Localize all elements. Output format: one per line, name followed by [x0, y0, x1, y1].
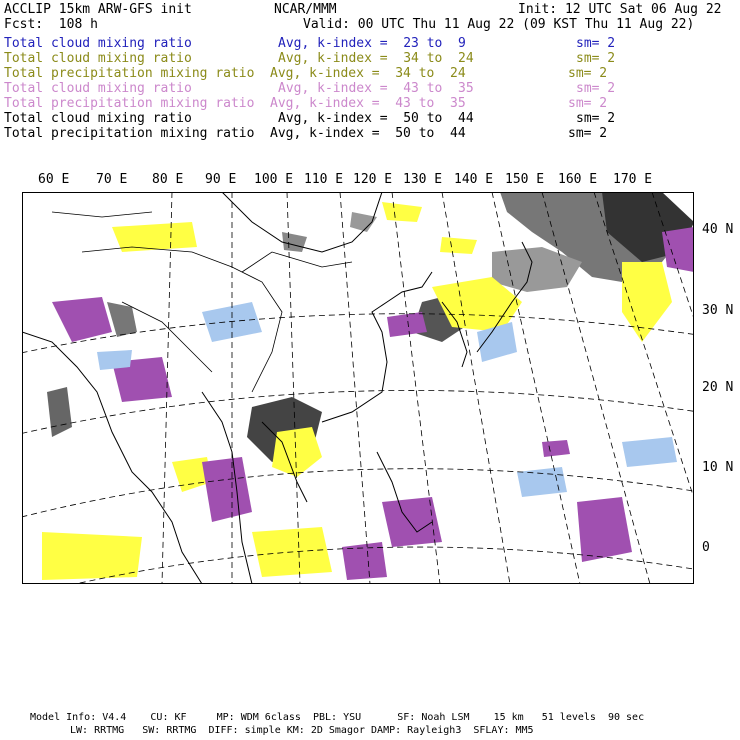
model-info-line1: Model Info: V4.4 CU: KF MP: WDM 6class PBL: YSU SF: Noah LSM 15 km 51 levels 90 sec	[30, 712, 645, 723]
longitude-label: 140 E	[454, 172, 494, 187]
model-info-line2: LW: RRTMG SW: RRTMG DIFF: simple KM: 2D Smagor DAMP: Rayleigh3 SFLAY: MM5	[70, 725, 534, 736]
legend-field: Total precipitation mixing ratio	[4, 66, 255, 81]
legend-avg: Avg, k-index = 43 to 35	[278, 81, 474, 96]
longitude-label: 150 E	[505, 172, 545, 187]
legend-field: Total cloud mixing ratio	[4, 81, 192, 96]
legend-sm: sm= 2	[576, 51, 616, 66]
init-time: Init: 12 UTC Sat 06 Aug 22	[518, 2, 722, 17]
forecast-map	[22, 192, 694, 584]
organization: NCAR/MMM	[274, 2, 337, 17]
longitude-label: 110 E	[304, 172, 344, 187]
legend-field: Total precipitation mixing ratio	[4, 96, 255, 111]
longitude-label: 70 E	[96, 172, 128, 187]
legend-sm: sm= 2	[568, 96, 608, 111]
model-title: ACCLIP 15km ARW-GFS init	[4, 2, 192, 17]
legend-sm: sm= 2	[568, 126, 608, 141]
legend-avg: Avg, k-index = 34 to 24	[270, 66, 466, 81]
longitude-label: 120 E	[353, 172, 393, 187]
longitude-label: 160 E	[558, 172, 598, 187]
longitude-label: 170 E	[613, 172, 653, 187]
legend-sm: sm= 2	[576, 36, 616, 51]
forecast-hour: Fcst: 108 h	[4, 17, 98, 32]
longitude-label: 60 E	[38, 172, 70, 187]
latitude-label: 30 N	[702, 303, 734, 318]
legend-avg: Avg, k-index = 34 to 24	[278, 51, 474, 66]
legend-sm: sm= 2	[568, 66, 608, 81]
legend-sm: sm= 2	[576, 81, 616, 96]
legend-avg: Avg, k-index = 50 to 44	[270, 126, 466, 141]
latitude-label: 10 N	[702, 460, 734, 475]
longitude-label: 100 E	[254, 172, 294, 187]
legend-field: Total cloud mixing ratio	[4, 36, 192, 51]
latitude-label: 20 N	[702, 380, 734, 395]
legend-field: Total precipitation mixing ratio	[4, 126, 255, 141]
valid-time: Valid: 00 UTC Thu 11 Aug 22 (09 KST Thu 11 Aug 22)	[303, 17, 695, 32]
latitude-label: 0	[702, 540, 710, 555]
latitude-label: 40 N	[702, 222, 734, 237]
legend-field: Total cloud mixing ratio	[4, 51, 192, 66]
longitude-label: 80 E	[152, 172, 184, 187]
longitude-label: 130 E	[403, 172, 443, 187]
legend-avg: Avg, k-index = 43 to 35	[270, 96, 466, 111]
legend-avg: Avg, k-index = 50 to 44	[278, 111, 474, 126]
legend-avg: Avg, k-index = 23 to 9	[278, 36, 466, 51]
legend-sm: sm= 2	[576, 111, 616, 126]
longitude-label: 90 E	[205, 172, 237, 187]
legend-field: Total cloud mixing ratio	[4, 111, 192, 126]
